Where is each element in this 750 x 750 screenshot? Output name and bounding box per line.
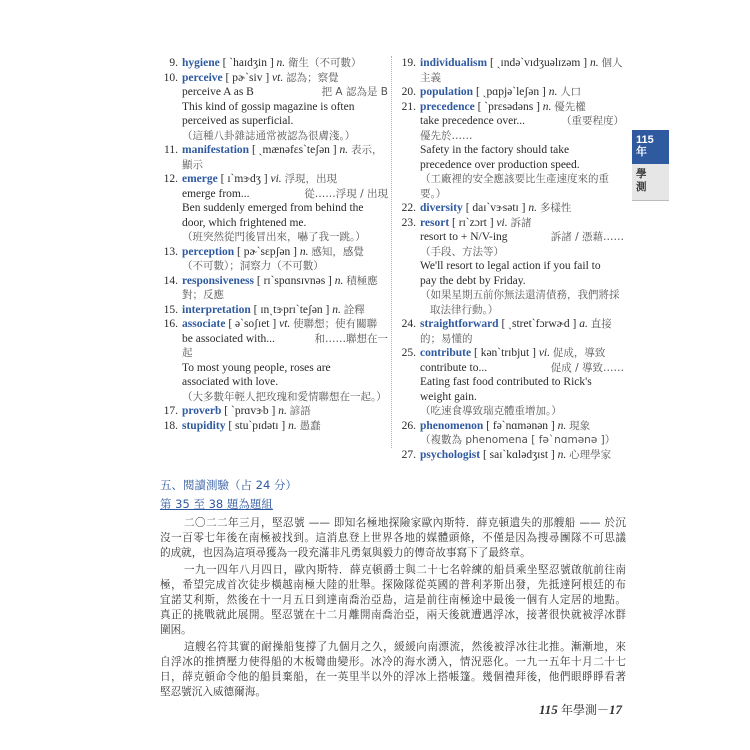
definition: 詮釋 (343, 303, 365, 316)
phrase: perceive A as B (182, 86, 254, 98)
part-of-speech: n. (557, 448, 567, 461)
phonetic: [ ɪnˏtɝprɪˋteʃən ] (253, 303, 330, 316)
phonetic: [ ˏmænəfɛsˋteʃən ] (251, 144, 337, 156)
phonetic: [ ˋhaɪdʒin ] (222, 57, 274, 69)
phonetic: [ pɚˋsiv ] (225, 71, 270, 84)
definition: 認為；察覺 (286, 71, 339, 84)
phrase-definition-cont: 起 (182, 347, 193, 359)
phrase-definition: 從……浮現 / 出現 (304, 187, 388, 200)
phrase-definition: 訴諸 / 憑藉…… (550, 231, 624, 243)
entry-headline (182, 303, 388, 318)
definition: 個人 (601, 57, 623, 69)
entry-headline (420, 216, 624, 231)
example-sentence: We'll resort to legal action if you fail to (420, 260, 601, 272)
vocab-entry (160, 404, 388, 419)
entry-number: 9. (169, 57, 178, 69)
vocab-column-left (160, 56, 388, 433)
definition: 促成，導致 (552, 347, 606, 359)
phrase-line (182, 187, 388, 202)
entry-headline (420, 346, 624, 361)
vocab-entry (398, 56, 624, 85)
reading-passage (160, 516, 626, 700)
example-sentence: To most young people, roses are (182, 361, 331, 374)
entry-headline (182, 419, 388, 434)
question-group-label: 第 35 至 38 題為題組 (160, 497, 273, 511)
entry-number: 24. (401, 318, 416, 330)
part-of-speech: n. (528, 202, 537, 214)
example-translation: （吃速食導致瑞克體重增加。） (420, 405, 562, 417)
definition: 感知，感覺 (311, 245, 364, 258)
side-tab-year (632, 130, 669, 164)
vocab-term: associate (182, 318, 226, 330)
part-of-speech: n. (542, 100, 552, 113)
example-translation-cont: 取法律行動。） (430, 303, 499, 316)
side-tab-year-number: 115 (636, 134, 654, 146)
vocab-entry (160, 245, 388, 274)
entry-headline (420, 56, 624, 71)
definition: 積極應 (346, 274, 378, 287)
definition: 諺語 (289, 405, 311, 417)
entry-number: 12. (163, 173, 178, 185)
footer-label: 年學測－ (560, 703, 609, 717)
part-of-speech: n. (299, 245, 309, 258)
vocab-term: hygiene (182, 57, 220, 69)
passage-line: 的成就，也因為這項尋獲為一段充滿非凡勇氣與毅力的傳奇故事寫下了最終章。 (160, 547, 531, 560)
phonetic: [ kənˋtrɪbjut ] (473, 347, 536, 359)
side-tab-exam-2: 測 (636, 181, 647, 193)
example-translation: （工廠裡的安全應該要比生產速度來的重要。） (420, 173, 609, 200)
vocab-entry (398, 100, 624, 202)
definition: 人口 (560, 86, 582, 98)
definition: 愚蠢 (299, 419, 321, 432)
vocab-entry (160, 71, 388, 144)
vocab-entry (160, 274, 388, 303)
definition: 心理學家 (569, 448, 612, 461)
part-of-speech: vt. (279, 318, 291, 330)
vocab-entry (160, 143, 388, 172)
definition: 浮現，出現 (284, 173, 338, 185)
phrase: contribute to... (420, 361, 488, 374)
example-translation: （班突然從門後冒出來，嚇了我一跳。） (182, 231, 366, 243)
entry-number: 16. (163, 318, 178, 330)
phrase-definition: 和……聯想在一 (314, 332, 388, 345)
vocab-entry (398, 448, 624, 463)
entry-number: 18. (163, 419, 178, 432)
phrase: take precedence over... (420, 115, 526, 127)
passage-line: 日，薛克頓命令他的船員棄船，在一英里半以外的浮冰上搭帳篷。幾個禮拜後，他們眼睜睜看著 (160, 671, 626, 684)
entry-headline (182, 245, 388, 260)
entry-headline (420, 419, 624, 434)
example-sentence: associated with love. (182, 376, 279, 388)
entry-number: 10. (163, 71, 178, 84)
phonetic: [ stuˋpɪdətɪ ] (228, 419, 286, 432)
example-sentence: Ben suddenly emerged from behind the (182, 202, 364, 214)
phrase-definition: 把 A 認為是 B (321, 86, 388, 98)
example-sentence: door, which frightened me. (182, 216, 307, 229)
vocab-entry (160, 172, 388, 245)
vocab-term: interpretation (182, 303, 251, 316)
part-of-speech: vt. (272, 71, 284, 84)
phonetic: [ əˋsoʃɪet ] (228, 318, 277, 330)
part-of-speech: n. (288, 419, 297, 432)
phrase-definition: （重要程度） (561, 115, 624, 127)
passage-line: 自浮冰的推擠壓力使得船的木板彎曲變形。冰冷的海水湧入，情況惡化。一九一五年十月二十七 (160, 655, 626, 668)
definition: 優先權 (554, 100, 586, 113)
vocab-term: emerge (182, 173, 218, 185)
section-title: 五、閱讀測驗（占 24 分） (160, 478, 297, 492)
phonetic: [ rɪˋspɑnsɪvnəs ] (256, 274, 332, 287)
phrase-line (420, 361, 624, 376)
entry-headline (420, 201, 624, 216)
vocab-entry (398, 85, 624, 100)
phonetic: [ daɪˋvɝsətɪ ] (465, 202, 526, 214)
example-sentence: precedence over production speed. (420, 158, 580, 171)
example-sentence: Eating fast food contributed to Rick's (420, 376, 592, 388)
vocab-term: stupidity (182, 419, 226, 432)
definition-cont: 對；反應 (182, 289, 224, 301)
definition: 現象 (569, 419, 591, 432)
definition-cont: 顯示 (182, 158, 203, 171)
side-tab-exam (632, 164, 669, 201)
entry-headline (182, 274, 388, 289)
passage-line: 一九一四年八月四日，歐內斯特．薛克頓爵士與二十七名幹練的船員乘坐堅忍號啟航前往南 (184, 563, 626, 576)
entry-headline (420, 85, 624, 100)
phrase-definition-cont: （手段、方法等） (420, 245, 504, 258)
entry-headline (182, 172, 388, 187)
definition: 直接 (590, 318, 612, 330)
side-tab-year-suffix: 年 (636, 146, 647, 158)
example-translation: （如果星期五前你無法還清債務，我們將採 (420, 289, 620, 301)
entry-number: 20. (401, 86, 416, 98)
passage-line: 堅忍號沉入威德爾海。 (160, 686, 266, 699)
phonetic: [ ˏɪndəˋvɪdʒuəlɪzəm ] (490, 57, 588, 69)
definition-cont: （不可數）；洞察力（不可數） (182, 260, 324, 272)
vocab-entry (398, 201, 624, 216)
part-of-speech: n. (548, 86, 558, 98)
vocab-term: manifestation (182, 144, 250, 156)
passage-line: 沒一百零七年後在南極被找到。這消息登上世界各地的媒體頭條，不僅是因為搜尋團隊不可思議 (160, 532, 626, 545)
entry-number: 11. (164, 144, 178, 156)
passage-line: 極，希望完成首次徒步橫越南極大陸的壯舉。探險隊從英國的普利茅斯出發，先抵達阿根廷的布 (160, 578, 626, 591)
example-sentence: This kind of gossip magazine is often (182, 100, 355, 113)
definition: 表示， (351, 144, 383, 156)
example-sentence: pay the debt by Friday. (420, 274, 526, 287)
vocab-term: diversity (420, 202, 463, 214)
phrase-line (420, 114, 624, 129)
vocab-entry (398, 317, 624, 346)
phonetic: [ ɪˋmɝdʒ ] (220, 173, 268, 185)
vocab-entry (160, 419, 388, 434)
phrase-line (182, 85, 388, 100)
phrase-definition-cont: 優先於…… (420, 129, 473, 142)
phrase-definition: 促成 / 導致…… (550, 361, 624, 374)
phonetic: [ rɪˋzɔrt ] (452, 216, 494, 229)
vocab-term: individualism (420, 57, 488, 69)
phonetic: [ saɪˋkɑlədʒɪst ] (482, 448, 555, 461)
entry-number: 15. (163, 303, 178, 316)
entry-number: 26. (401, 419, 416, 432)
definition-cont: 主義 (420, 71, 441, 84)
vocab-term: straightforward (420, 318, 499, 330)
entry-number: 14. (163, 274, 178, 287)
page-footer (539, 702, 622, 718)
side-tab-exam-1: 學 (636, 168, 647, 180)
entry-headline (182, 143, 388, 158)
side-tab (632, 130, 669, 201)
entry-headline (182, 71, 388, 86)
part-of-speech: n. (339, 144, 349, 156)
vocab-column-right (398, 56, 624, 462)
example-sentence: weight gain. (420, 390, 477, 403)
entry-number: 22. (401, 202, 416, 214)
entry-number: 27. (401, 448, 416, 461)
entry-headline (182, 317, 388, 332)
vocab-entry (160, 303, 388, 318)
definition: 使聯想；使有關聯 (293, 318, 378, 330)
part-of-speech: n. (557, 419, 567, 432)
entry-number: 13. (163, 245, 178, 258)
vocab-term: proverb (182, 405, 222, 417)
vocab-term: responsiveness (182, 274, 254, 287)
entry-headline (182, 56, 388, 71)
vocab-term: perception (182, 245, 235, 258)
example-sentence: Safety in the factory should take (420, 144, 570, 156)
example-translation: （這種八卦雜誌通常被認為很膚淺。） (182, 129, 356, 142)
passage-line: 宜諾艾利斯，然後在十一月五日到達南喬治亞島，這是前往南極途中最後一個有人定居的地點。 (160, 594, 626, 607)
part-of-speech: vi. (270, 173, 282, 185)
vocab-entry (160, 56, 388, 71)
passage-line: 這艘名符其實的耐操船隻撐了九個月之久，緩緩向南漂流，然後被浮冰往北推。漸漸地，來 (184, 640, 626, 653)
vocab-term: precedence (420, 100, 475, 113)
definition: 訴諸 (510, 216, 532, 229)
part-of-speech: a. (579, 318, 588, 330)
page-number: 17 (609, 702, 622, 717)
example-translation: （大多數年輕人把玫瑰和愛情聯想在一起。） (182, 390, 387, 403)
entry-number: 21. (401, 100, 416, 113)
passage-line: 二〇二二年三月，堅忍號 —— 即知名極地探險家歐內斯特．薛克頓遺失的那艘船 —— 於沉 (184, 517, 626, 529)
entry-number: 25. (401, 347, 416, 359)
phrase-line (182, 332, 388, 347)
phrase: be associated with... (182, 332, 275, 345)
definition-cont: 的；易懂的 (420, 332, 473, 345)
column-divider (391, 56, 392, 448)
vocab-term: contribute (420, 347, 472, 359)
entry-number: 19. (401, 57, 416, 69)
phrase: resort to + N/V-ing (420, 231, 508, 243)
phonetic: [ pɚˋsɛpʃən ] (237, 245, 297, 258)
example-sentence: perceived as superficial. (182, 115, 294, 127)
part-of-speech: vi. (538, 347, 550, 359)
entry-number: 17. (163, 405, 178, 417)
entry-number: 23. (401, 216, 416, 229)
part-of-speech: n. (589, 57, 599, 69)
definition: 衛生（不可數） (288, 57, 362, 69)
phonetic: [ ˋprɛsədəns ] (477, 100, 540, 113)
vocab-entry (398, 346, 624, 419)
footer-year: 115 (538, 702, 558, 717)
part-of-speech: vi. (496, 216, 508, 229)
vocab-term: resort (420, 216, 450, 229)
vocab-entry (398, 419, 624, 448)
entry-headline (420, 317, 624, 332)
entry-headline (182, 404, 388, 419)
entry-headline (420, 448, 624, 463)
vocab-term: population (420, 86, 474, 98)
vocab-term: psychologist (420, 448, 481, 461)
phonetic: [ ˏpɑpjəˋleʃən ] (475, 86, 546, 98)
phonetic: [ fəˋnɑmənən ] (486, 419, 555, 432)
part-of-speech: n. (334, 274, 344, 287)
part-of-speech: n. (332, 303, 341, 316)
vocab-term: phenomenon (420, 419, 484, 432)
definition: 多樣性 (539, 202, 572, 214)
phrase-line (420, 230, 624, 245)
definition-cont: （複數為 phenomena [ fəˋnɑmənə ]） (420, 434, 616, 446)
passage-line: 真正的挑戰就此展開。堅忍號在十二月離開南喬治亞，兩天後就遭遇浮冰，接著很快就被浮冰群 (160, 609, 626, 622)
passage-line: 圍困。 (160, 624, 192, 637)
phrase: emerge from... (182, 187, 250, 200)
vocab-term: perceive (182, 71, 223, 84)
vocab-entry (160, 317, 388, 404)
entry-headline (420, 100, 624, 115)
part-of-speech: n. (276, 57, 286, 69)
phonetic: [ ˏstretˋfɔrwɚd ] (501, 318, 577, 330)
phonetic: [ ˋprɑvɝb ] (224, 405, 276, 417)
part-of-speech: n. (278, 405, 287, 417)
vocab-entry (398, 216, 624, 318)
